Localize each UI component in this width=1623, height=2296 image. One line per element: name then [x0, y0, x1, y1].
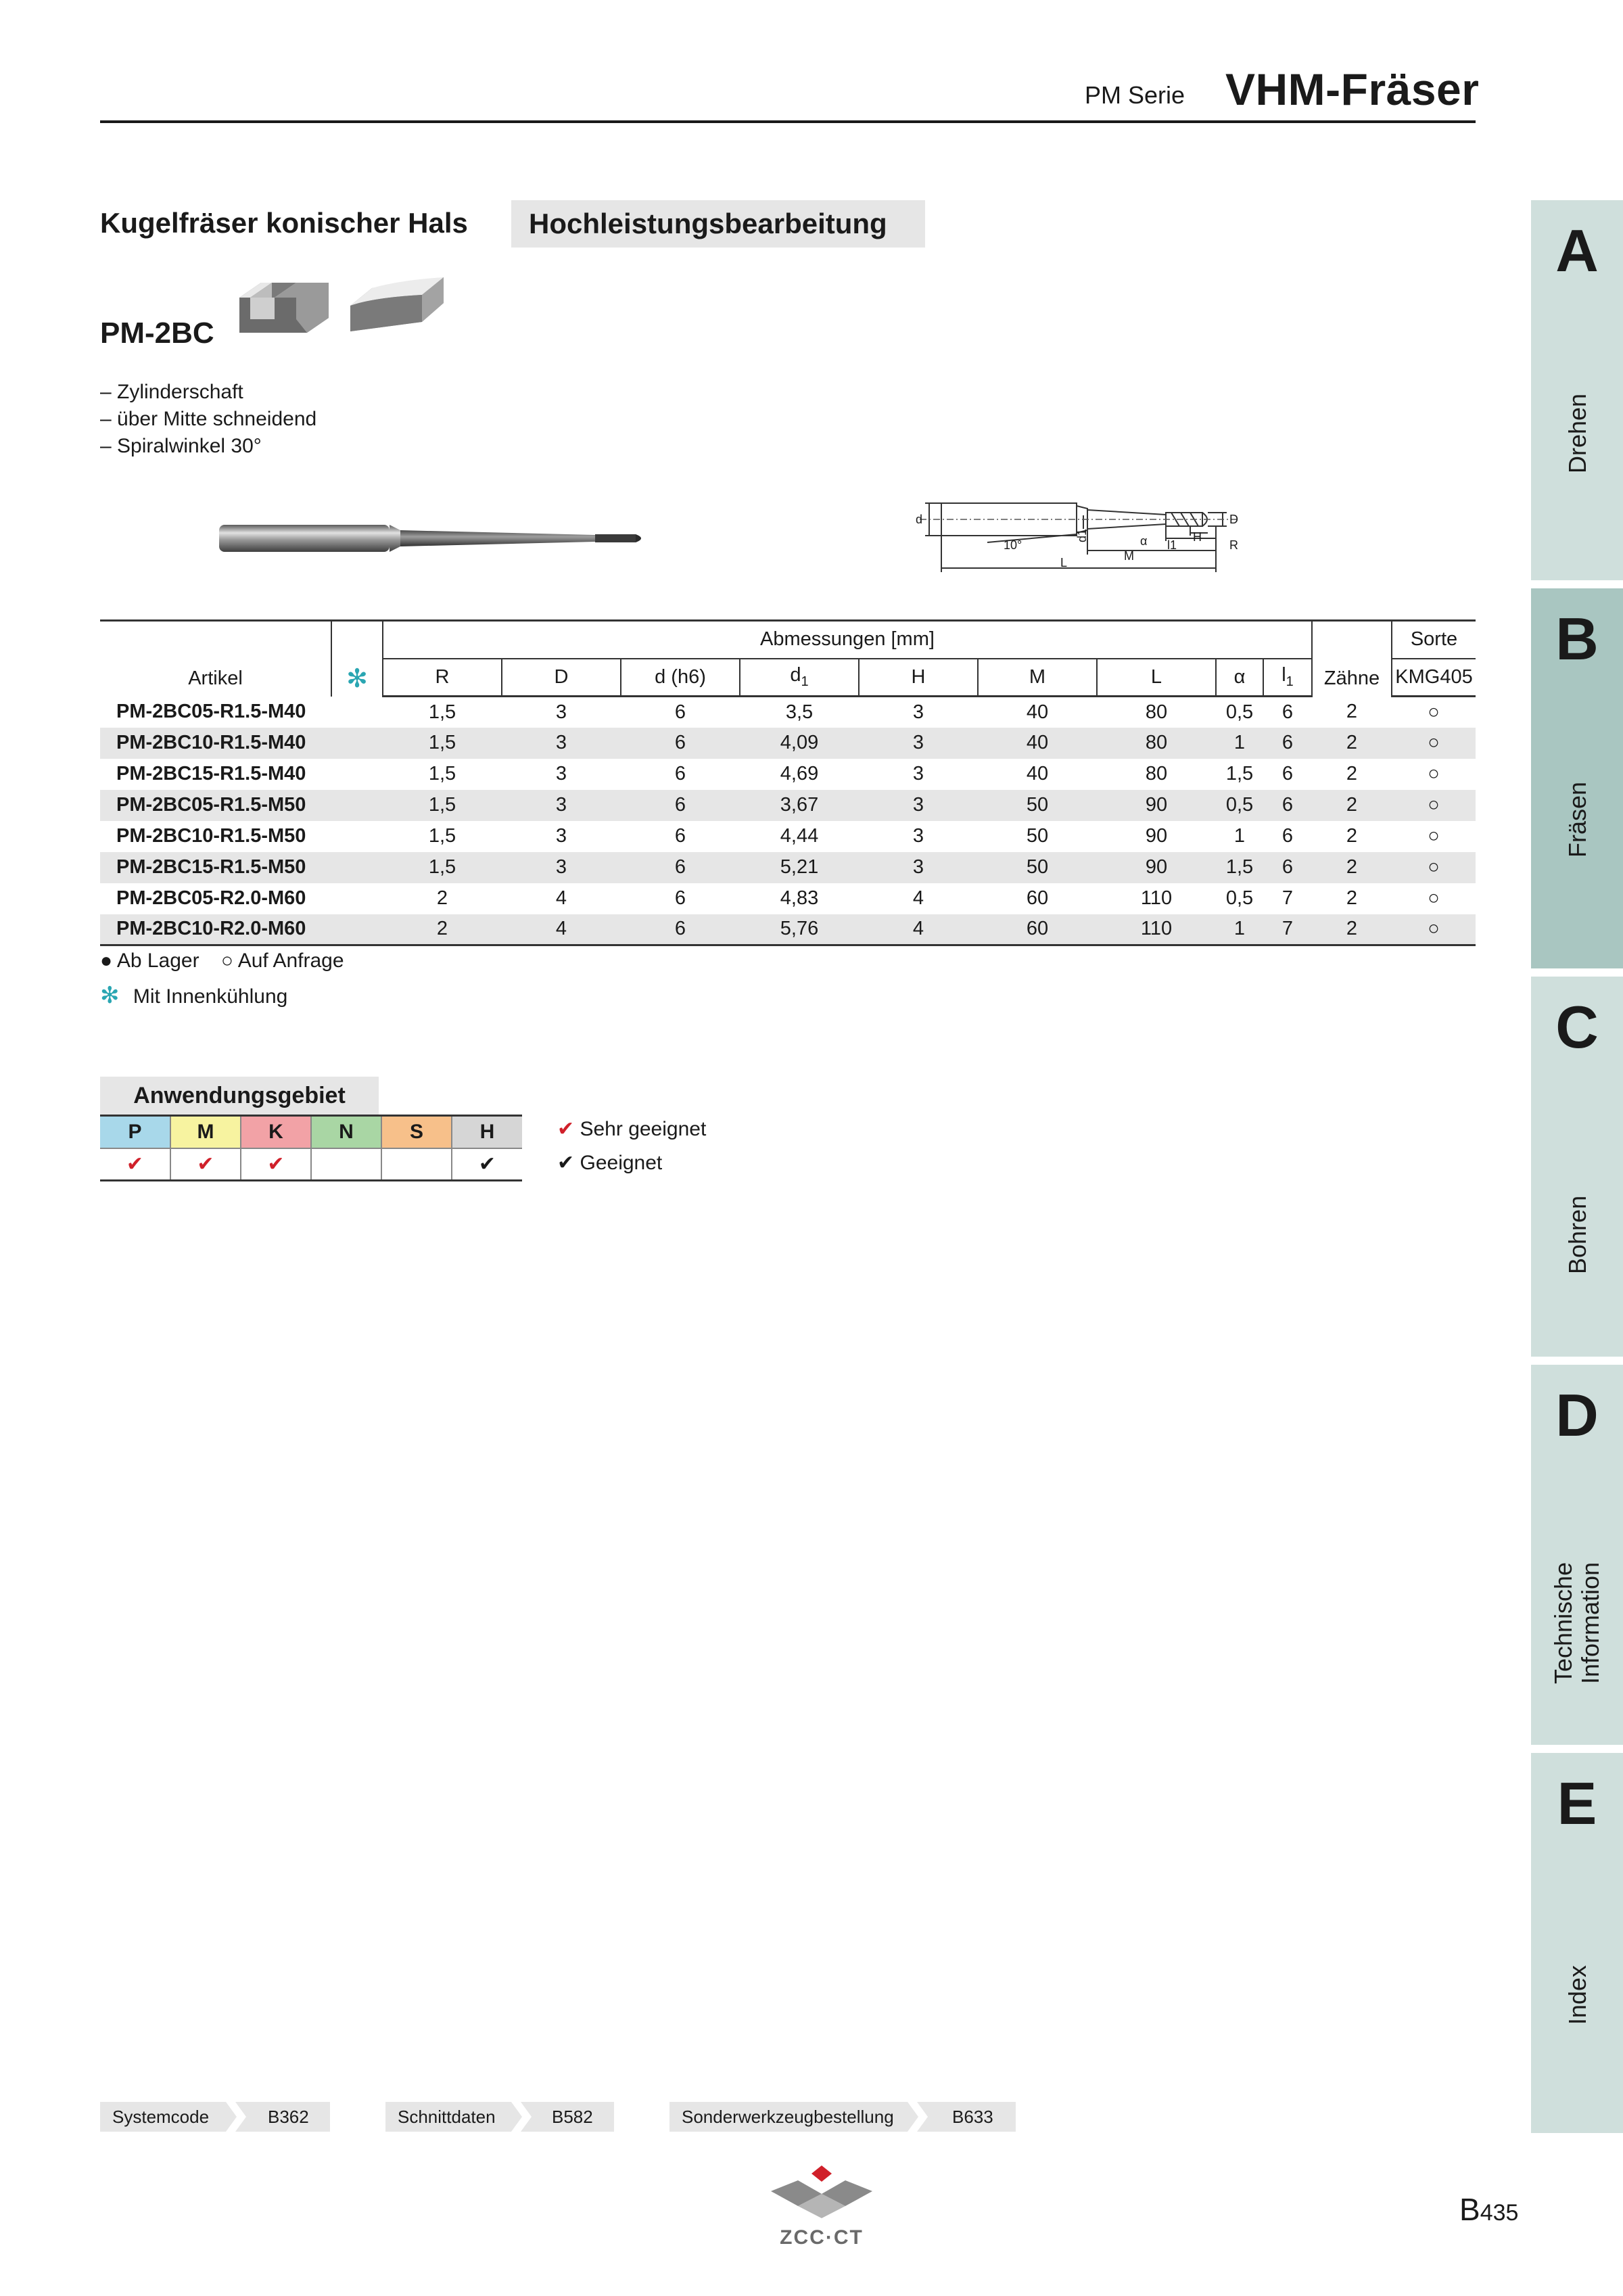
table-row [100, 883, 1476, 914]
cell-d: 6 [674, 701, 686, 723]
cell-R: 1,5 [383, 852, 502, 883]
cell-d: 6 [621, 728, 740, 759]
cell-D: 3 [502, 728, 621, 759]
cell-grade: ○ [1392, 914, 1476, 945]
feature-item: – Zylinderschaft [100, 381, 243, 403]
cell-grade: ○ [1428, 887, 1440, 909]
spec-table [100, 619, 1476, 946]
artikel-cell: PM-2BC10-R2.0-M60 [100, 914, 331, 945]
cell-grade: ○ [1392, 852, 1476, 883]
coolant-cell [331, 852, 383, 883]
cell-z: 2 [1312, 790, 1392, 821]
drawing-label-d1: d1 [1075, 528, 1089, 542]
cell-M: 40 [1026, 763, 1049, 784]
cell-d: 6 [621, 914, 740, 945]
table-row [100, 759, 1476, 790]
drawing-label-D: D [1229, 513, 1238, 526]
application-title: Anwendungsgebiet [100, 1077, 379, 1115]
request-label: Auf Anfrage [237, 950, 344, 972]
cell-H: 3 [859, 852, 978, 883]
cell-M: 40 [1026, 701, 1049, 723]
material-s: S [381, 1116, 452, 1148]
cell-L: 80 [1097, 728, 1216, 759]
cell-d1: 5,76 [740, 914, 859, 945]
feature-item: – über Mitte schneidend [100, 408, 317, 430]
table-row [100, 821, 1476, 852]
cell-alpha: 1 [1216, 914, 1263, 945]
cell-d1: 3,5 [785, 701, 814, 723]
suitable-check-icon: ✔ [557, 1152, 575, 1174]
ref-sonderwerkzeugbestellung[interactable] [669, 2102, 1016, 2132]
cell-M: 50 [978, 852, 1097, 883]
stock-symbol: ● [100, 950, 113, 972]
cell-l1: 7 [1281, 887, 1294, 909]
coolant-legend [100, 982, 287, 1009]
cell-z: 2 [1346, 701, 1358, 722]
material-n: N [311, 1116, 381, 1148]
feature-list [100, 379, 316, 460]
cell-alpha: 1 [1233, 825, 1246, 847]
ref-page: B633 [952, 2107, 993, 2127]
cell-D: 3 [555, 825, 567, 847]
cell-L: 110 [1140, 887, 1173, 909]
drawing-label-L: L [1060, 556, 1068, 569]
application-legend-very-suitable [557, 1117, 706, 1141]
table-row [100, 852, 1476, 883]
very-suitable-label: Sehr geeignet [580, 1118, 707, 1140]
artikel-cell: PM-2BC10-R1.5-M50 [116, 825, 306, 847]
cell-l1: 6 [1263, 790, 1312, 821]
section-title: Kugelfräser konischer Hals [100, 207, 468, 239]
table-row [100, 728, 1476, 759]
cell-z: 2 [1346, 763, 1358, 784]
col-header-M: M [978, 659, 1097, 697]
coolant-cell [331, 728, 383, 759]
col-header-d1-base: d [790, 664, 801, 686]
dimensions-group-header: Abmessungen [mm] [383, 621, 1312, 659]
drawing-label-l1: l1 [1167, 538, 1177, 552]
cell-D: 3 [502, 790, 621, 821]
cell-D: 3 [555, 763, 567, 784]
tab-label-line: Technische [1549, 1562, 1577, 1684]
col-header-d1 [740, 659, 859, 697]
tab-index[interactable] [1531, 1753, 1623, 2133]
cell-H: 3 [859, 790, 978, 821]
coolant-cell [331, 790, 383, 821]
cell-M: 60 [1026, 887, 1049, 909]
cell-alpha: 0,5 [1225, 887, 1254, 909]
technical-drawing [906, 492, 1258, 582]
coolant-header [331, 621, 383, 697]
col-header-d-h6: d (h6) [621, 659, 740, 697]
cell-L: 90 [1145, 825, 1168, 847]
page-prefix: B [1459, 2192, 1480, 2227]
drawing-label-alpha: α [1140, 534, 1148, 548]
cell-L: 80 [1145, 701, 1168, 723]
coolant-cell [331, 697, 383, 728]
tab-letter: E [1557, 1770, 1597, 1837]
very-suitable-check-icon: ✔ [557, 1118, 575, 1140]
cell-M: 50 [1026, 825, 1049, 847]
stock-label: Ab Lager [116, 950, 199, 972]
cell-l1: 6 [1263, 728, 1312, 759]
tab-letter: B [1555, 605, 1599, 672]
cell-D: 3 [502, 852, 621, 883]
cell-alpha: 1,5 [1225, 763, 1254, 784]
cell-R: 1,5 [383, 790, 502, 821]
tab-letter: A [1555, 217, 1599, 284]
material-p: P [100, 1116, 170, 1148]
tab-fraesen[interactable] [1531, 588, 1623, 968]
page-number [1459, 2191, 1518, 2228]
table-row [100, 790, 1476, 821]
ref-systemcode[interactable] [100, 2102, 330, 2132]
brand-text: ZCC·CT [780, 2226, 864, 2249]
cell-M: 60 [978, 914, 1097, 945]
artikel-cell: PM-2BC10-R1.5-M40 [100, 728, 331, 759]
cell-d: 6 [674, 825, 686, 847]
suitable-label: Geeignet [580, 1152, 663, 1174]
cell-d: 6 [674, 887, 686, 909]
artikel-cell: PM-2BC15-R1.5-M50 [100, 852, 331, 883]
tab-label: Index [1563, 1965, 1591, 2025]
drawing-label-H: H [1193, 530, 1202, 544]
cell-l1: 7 [1263, 914, 1312, 945]
chevron-right-icon [511, 2102, 532, 2132]
coolant-legend-label: Mit Innenkühlung [133, 985, 288, 1008]
tab-letter: C [1555, 993, 1599, 1060]
coolant-cell [331, 914, 383, 945]
cell-H: 4 [912, 887, 924, 909]
cell-D: 4 [502, 914, 621, 945]
cell-L: 80 [1145, 763, 1168, 784]
col-header-H: H [859, 659, 978, 697]
page-digits: 435 [1480, 2200, 1519, 2226]
feature-item: – Spiralwinkel 30° [100, 435, 262, 457]
col-header-alpha: α [1216, 659, 1263, 697]
artikel-cell: PM-2BC05-R1.5-M40 [116, 701, 306, 722]
cell-d: 6 [674, 763, 686, 784]
ref-schnittdaten[interactable] [385, 2102, 614, 2132]
material-h: H [452, 1116, 522, 1148]
table-row [100, 697, 1476, 728]
drawing-label-d: d [916, 513, 923, 526]
product-code: PM-2BC [100, 317, 214, 350]
cell-R: 1,5 [428, 701, 456, 723]
section-tag: Hochleistungsbearbeitung [511, 200, 925, 248]
cell-grade: ○ [1392, 790, 1476, 821]
cell-d: 6 [621, 790, 740, 821]
cell-H: 3 [912, 763, 924, 784]
cell-d1: 4,44 [780, 825, 819, 847]
cell-R: 1,5 [428, 825, 456, 847]
cell-R: 1,5 [383, 728, 502, 759]
cell-R: 1,5 [428, 763, 456, 784]
header-title: VHM-Fräser [1225, 64, 1480, 114]
stock-legend [100, 950, 344, 973]
cell-grade: ○ [1428, 701, 1440, 723]
suitability-check-icon: ✔ [100, 1148, 170, 1181]
cell-alpha: 0,5 [1225, 701, 1254, 723]
artikel-cell: PM-2BC15-R1.5-M40 [116, 763, 306, 784]
cell-grade: ○ [1428, 763, 1440, 784]
header-series: PM Serie [1085, 81, 1185, 109]
material-m: M [170, 1116, 241, 1148]
cell-D: 3 [555, 701, 567, 723]
cell-d1: 4,83 [780, 887, 819, 909]
cell-z: 2 [1346, 887, 1358, 909]
cell-L: 90 [1097, 790, 1216, 821]
suitability-check-icon [381, 1148, 452, 1181]
tab-label: Fräsen [1563, 781, 1591, 858]
col-header-l1 [1263, 659, 1312, 697]
cell-l1: 6 [1281, 825, 1294, 847]
ref-label: Systemcode [112, 2107, 210, 2127]
tab-drehen[interactable] [1531, 200, 1623, 580]
cell-R: 2 [436, 887, 448, 909]
table-row [100, 914, 1476, 945]
col-header-D: D [502, 659, 621, 697]
coolant-cell [331, 759, 383, 790]
sorte-header: Sorte [1392, 621, 1476, 659]
cell-z: 2 [1312, 852, 1392, 883]
drawing-label-R: R [1229, 538, 1238, 552]
drawing-label-M: M [1124, 549, 1134, 563]
tab-label-line: Information [1576, 1562, 1604, 1684]
ball-groove-workpiece-icon [346, 271, 448, 338]
cell-grade: ○ [1428, 825, 1440, 847]
tab-label [1550, 1562, 1604, 1684]
slot-workpiece-icon [234, 271, 335, 345]
chevron-right-icon [226, 2102, 246, 2132]
cell-L: 90 [1097, 852, 1216, 883]
cell-R: 2 [383, 914, 502, 945]
col-header-l1-base: l [1281, 664, 1286, 686]
chevron-right-icon [908, 2102, 928, 2132]
tab-letter: D [1555, 1382, 1599, 1449]
cell-z: 2 [1312, 728, 1392, 759]
header-rule [100, 120, 1476, 123]
ref-label: Sonderwerkzeugbestellung [682, 2107, 894, 2127]
col-header-grade: KMG405 [1392, 659, 1476, 697]
suitability-check-icon: ✔ [452, 1148, 522, 1181]
cell-l1: 6 [1263, 852, 1312, 883]
ref-page: B362 [268, 2107, 309, 2127]
cell-H: 3 [912, 825, 924, 847]
cell-H: 4 [859, 914, 978, 945]
tab-technische-information[interactable] [1531, 1365, 1623, 1745]
application-legend-suitable [557, 1151, 662, 1175]
cell-grade: ○ [1392, 728, 1476, 759]
cell-M: 50 [978, 790, 1097, 821]
tab-bohren[interactable] [1531, 977, 1623, 1357]
request-symbol: ○ [220, 950, 234, 972]
coolant-cell [331, 883, 383, 914]
material-k: K [241, 1116, 311, 1148]
cell-H: 3 [912, 701, 924, 723]
cell-D: 4 [555, 887, 567, 909]
coolant-cell [331, 821, 383, 852]
cell-z: 2 [1346, 825, 1358, 847]
cell-l1: 6 [1281, 763, 1294, 784]
tool-photo [216, 514, 649, 563]
ref-label: Schnittdaten [398, 2107, 496, 2127]
suitability-check-icon: ✔ [170, 1148, 241, 1181]
zcc-ct-logo [764, 2163, 879, 2251]
artikel-header: Artikel [100, 621, 331, 697]
drawing-label-angle: 10° [1004, 538, 1022, 552]
coolant-legend-icon: ✻ [100, 983, 120, 1008]
application-table [100, 1115, 522, 1181]
tab-label: Drehen [1563, 393, 1591, 473]
coolant-icon: ✻ [346, 664, 368, 693]
cell-M: 40 [978, 728, 1097, 759]
suitability-check-icon: ✔ [241, 1148, 311, 1181]
artikel-cell: PM-2BC05-R2.0-M60 [116, 887, 306, 909]
col-header-l1-sub: 1 [1286, 674, 1294, 690]
cell-alpha: 1,5 [1216, 852, 1263, 883]
cell-d1: 5,21 [740, 852, 859, 883]
artikel-cell: PM-2BC05-R1.5-M50 [100, 790, 331, 821]
cell-d1: 4,09 [740, 728, 859, 759]
cell-l1: 6 [1281, 701, 1294, 723]
cell-z: 2 [1312, 914, 1392, 945]
cell-alpha: 0,5 [1216, 790, 1263, 821]
cell-H: 3 [859, 728, 978, 759]
cell-d1: 3,67 [740, 790, 859, 821]
tab-label: Bohren [1563, 1195, 1591, 1274]
cell-alpha: 1 [1216, 728, 1263, 759]
col-header-R: R [383, 659, 502, 697]
col-header-L: L [1097, 659, 1216, 697]
cell-d1: 4,69 [780, 763, 819, 784]
col-header-d1-sub: 1 [801, 674, 809, 690]
cell-d: 6 [621, 852, 740, 883]
zaehne-header: Zähne [1312, 621, 1392, 697]
ref-page: B582 [552, 2107, 593, 2127]
suitability-check-icon [311, 1148, 381, 1181]
cell-L: 110 [1097, 914, 1216, 945]
